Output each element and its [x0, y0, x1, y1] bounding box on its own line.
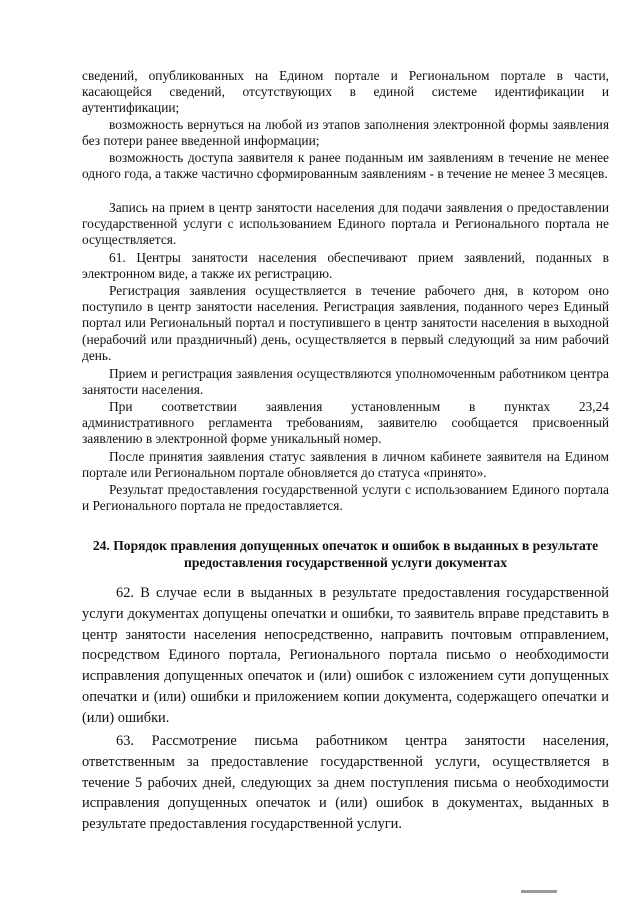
word: соответствии	[161, 399, 237, 414]
word: пунктах	[504, 399, 551, 414]
paragraph-62: 62. В случае если в выданных в результате предоставления государственной услуги документах допущены опечатки и ошибки, то заявитель вправе представить в центр занятости населения непосредственно, направить почтовым отправлением, посредством Единого портала, Регионального портала письмо о необходимости исправления допущенных опечаток и (или) ошибок с изложением сути допущенных опечатки и (или) ошибки и приложением копии документа, содержащего опечатки и (или) ошибки.	[82, 585, 609, 726]
paragraph-result: Результат предоставления государственной услуги с использованием Единого портала и Регионального портала не предоставляется.	[82, 482, 609, 514]
paragraph-61: 61. Центры занятости населения обеспечивают прием заявлений, поданных в электронном виде, а также их регистрацию.	[82, 250, 609, 282]
paragraph-compliance-first-line	[82, 399, 609, 415]
section-heading-24: 24. Порядок правления допущенных опечаток и ошибок в выданных в результате предоставления государственной услуги документах	[92, 538, 599, 570]
paragraph-status-update: После принятия заявления статус заявления в личном кабинете заявителя на Едином портале или Региональном портале обновляется до статуса «принято».	[82, 449, 609, 481]
word: При	[109, 399, 133, 414]
paragraph-access-applications: возможность доступа заявителя к ранее поданным им заявлениям в течение не менее одного года, а также частично сформированным заявлениям - в течение не менее 3 месяцев.	[82, 150, 609, 182]
paragraph-compliance-rest: административного регламента требованиям, заявителю сообщается присвоенный заявлению в электронной форме уникальный номер.	[82, 415, 609, 447]
paragraph-registration: Регистрация заявления осуществляется в течение рабочего дня, в котором оно поступило в центр занятости населения. Регистрация заявления, поданного через Единый портал или Региональный портал и поступившего в центр занятости населения в выходной (нерабочий или праздничный) день, осуществляется в первый следующий за ним рабочий день.	[82, 283, 609, 363]
word: 23,24	[578, 399, 609, 414]
paragraph-compliance	[82, 399, 609, 448]
paragraph-return-to-step: возможность вернуться на любой из этапов заполнения электронной формы заявления без потери ранее введенной информации;	[82, 117, 609, 149]
word: заявления	[265, 399, 323, 414]
paragraph-reception: Прием и регистрация заявления осуществляются уполномоченным работником центра занятости населения.	[82, 366, 609, 398]
word: установленным	[351, 399, 441, 414]
paragraph-63: 63. Рассмотрение письма работником центра занятости населения, ответственным за предоставление государственной услуги, осуществляется в течение 5 рабочих дней, следующих за днем поступления письма о необходимости исправления допущенных опечаток и (или) ошибок в документах, выданных в результате предоставления государственной услуги.	[82, 733, 609, 833]
word: в	[468, 399, 476, 414]
paragraph-portal-info: сведений, опубликованных на Едином портале и Региональном портале в части, касающейся сведений, отсутствующих в единой системе идентификации и аутентификации;	[82, 68, 609, 116]
paragraph-appointment-booking: Запись на прием в центр занятости населения для подачи заявления о предоставлении государственной услуги с использованием Единого портала и Регионального портала не осуществляется.	[82, 200, 609, 248]
scan-mark	[521, 890, 557, 893]
